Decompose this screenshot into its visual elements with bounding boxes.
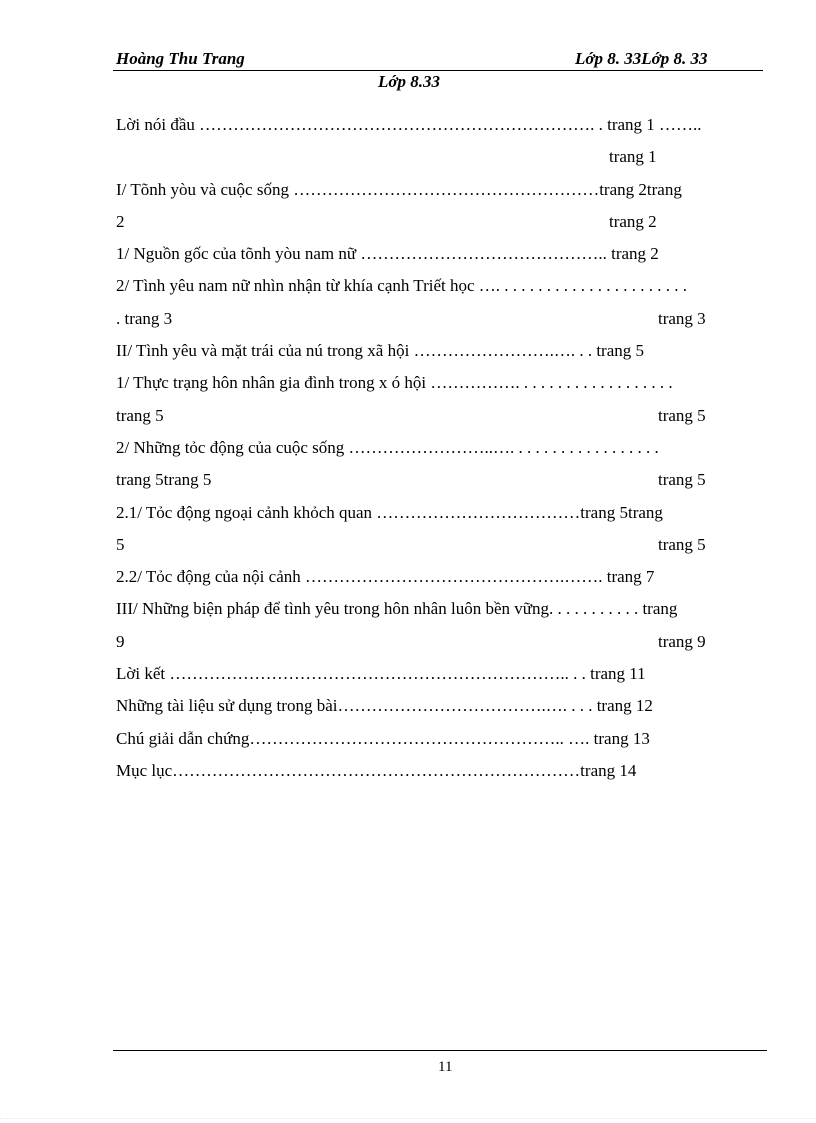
- toc-row: [116, 728, 764, 760]
- toc-continuation: [116, 631, 764, 663]
- toc-row: [116, 243, 764, 275]
- toc-entry: Chú giải dẫn chứng……………………………………………….. …. trang 13: [116, 728, 650, 748]
- footer-divider: [113, 1050, 767, 1051]
- toc-row: [116, 437, 764, 469]
- toc-continuation: [116, 146, 764, 178]
- toc-wrap: 9: [116, 631, 125, 651]
- toc-page-ref: trang 1: [609, 147, 657, 167]
- toc-row: [116, 695, 764, 727]
- toc-entry: Lời kết …………………………………………………………….. . . trang 11: [116, 664, 646, 684]
- toc-page-ref: trang 5: [658, 470, 706, 490]
- toc-wrap: 2: [116, 211, 125, 231]
- toc-entry: 2.1/ Tỏc động ngoại cảnh khỏch quan ………………………………trang 5trang: [116, 502, 663, 522]
- toc-entry: 2/ Những tỏc động của cuộc sống ……………………..…. . . . . . . . . . . . . . . . . .: [116, 437, 659, 457]
- header-class: Lớp 8. 33Lớp 8. 33: [575, 49, 708, 68]
- toc-entry: 1/ Nguồn gốc của tõnh yòu nam nữ …………………………………….. trang 2: [116, 244, 659, 264]
- page-header: [113, 48, 763, 71]
- toc-row: [116, 502, 764, 534]
- toc-row: [116, 566, 764, 598]
- page-bottom-edge: [0, 1118, 816, 1119]
- table-of-contents: [116, 114, 764, 792]
- toc-entry: 2/ Tình yêu nam nữ nhìn nhận từ khía cạnh Triết học …. . . . . . . . . . . . . . . . . . . . . . .: [116, 276, 688, 296]
- toc-continuation: [116, 211, 764, 243]
- toc-wrap: 5: [116, 534, 125, 554]
- toc-continuation: [116, 469, 764, 501]
- toc-continuation: [116, 405, 764, 437]
- toc-page-ref: trang 5: [658, 534, 706, 554]
- toc-entry: II/ Tình yêu và mặt trái của nú trong xã hội …………………….…. . . trang 5: [116, 341, 645, 361]
- header-subtitle: Lớp 8.33: [378, 72, 441, 91]
- toc-row: [116, 340, 764, 372]
- toc-wrap: trang 5: [116, 405, 164, 425]
- toc-wrap: trang 5trang 5: [116, 470, 212, 490]
- toc-row: [116, 179, 764, 211]
- page-number: 11: [438, 1059, 453, 1075]
- toc-entry: III/ Những biện pháp để tình yêu trong hôn nhân luôn bền vững. . . . . . . . . . . trang: [116, 599, 678, 619]
- toc-entry: Những tài liệu sử dụng trong bài……………………………….…. . . . trang 12: [116, 696, 653, 716]
- toc-page-ref: trang 9: [658, 631, 706, 651]
- toc-entry: Mục lục………………………………………………………………trang 14: [116, 760, 637, 780]
- toc-page-ref: trang 2: [609, 211, 657, 231]
- toc-continuation: [116, 534, 764, 566]
- toc-page-ref: trang 5: [658, 405, 706, 425]
- toc-row: [116, 663, 764, 695]
- toc-wrap: . trang 3: [116, 308, 173, 328]
- toc-row: [116, 114, 764, 146]
- toc-row: [116, 760, 764, 792]
- header-author: Hoàng Thu Trang: [116, 49, 245, 68]
- toc-row: [116, 598, 764, 630]
- toc-entry: 1/ Thực trạng hôn nhân gia đình trong x ó hội ……………. . . . . . . . . . . . . . . . . . .: [116, 373, 673, 393]
- toc-page-ref: trang 3: [658, 308, 706, 328]
- toc-entry: 2.2/ Tỏc động của nội cảnh ……………………………………….……. trang 7: [116, 567, 655, 587]
- toc-row: [116, 275, 764, 307]
- toc-row: [116, 372, 764, 404]
- toc-continuation: [116, 308, 764, 340]
- toc-entry: Lời nói đầu ……………………………………………………………. . trang 1 ……..: [116, 115, 702, 134]
- toc-entry: I/ Tõnh yòu và cuộc sống ………………………………………………trang 2trang: [116, 179, 682, 199]
